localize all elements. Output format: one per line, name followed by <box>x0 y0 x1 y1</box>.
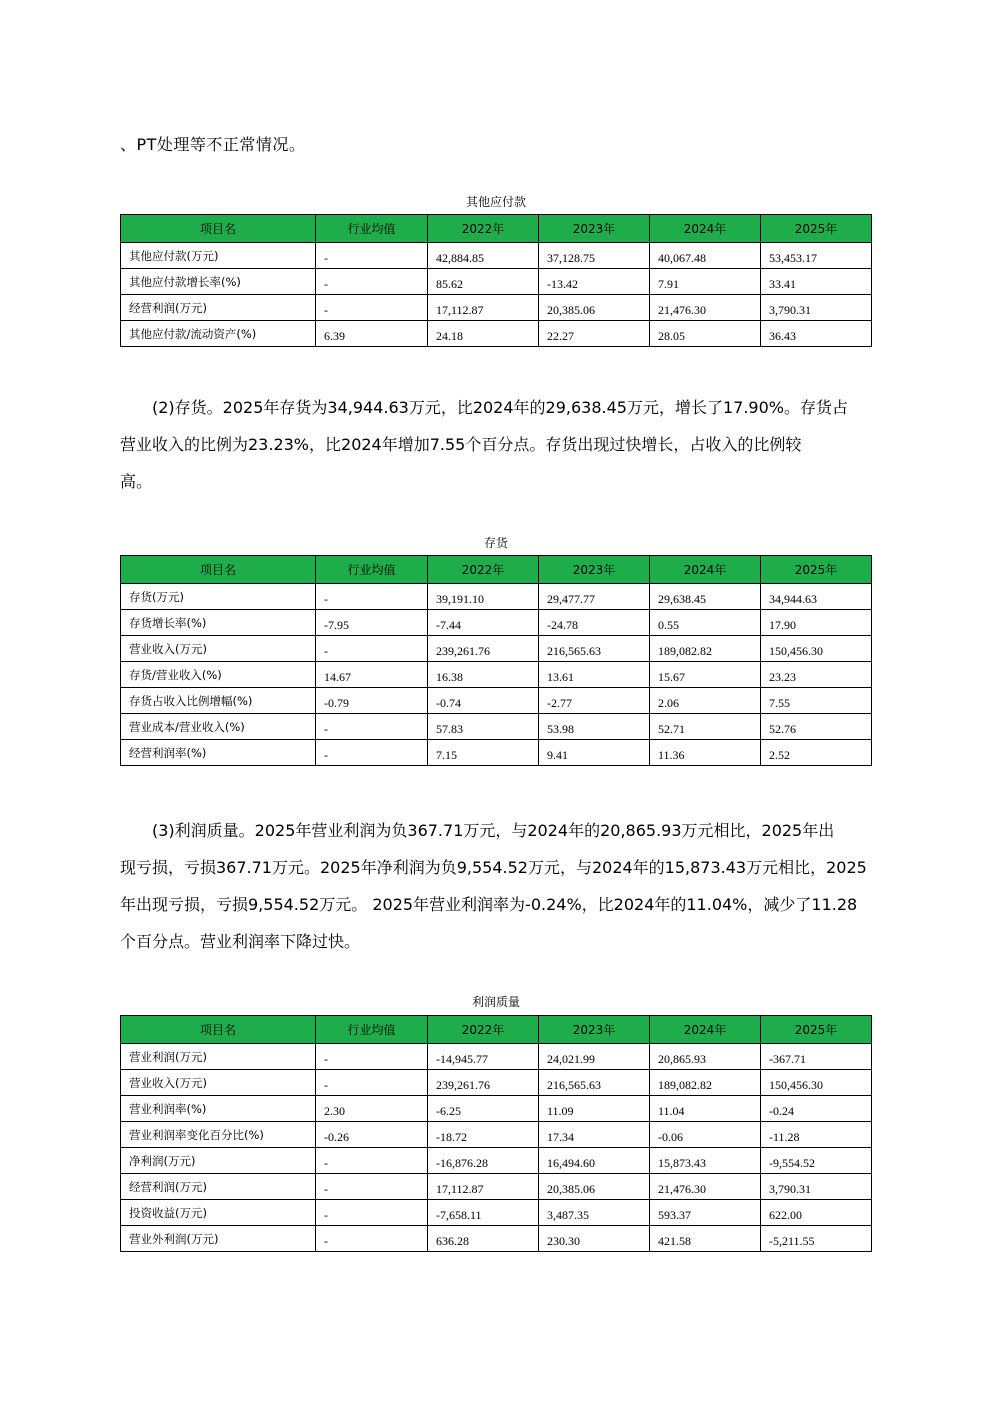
table-cell: 33.41 <box>761 269 872 295</box>
table-cell: 85.62 <box>428 269 539 295</box>
table-cell: 11.09 <box>539 1096 650 1122</box>
column-header: 行业均值 <box>316 215 428 243</box>
table-cell: -6.25 <box>428 1096 539 1122</box>
row-label: 营业利润率变化百分比(%) <box>121 1122 316 1148</box>
table-cell: 593.37 <box>650 1200 761 1226</box>
table-cell: 16,494.60 <box>539 1148 650 1174</box>
table-cell: 13.61 <box>539 662 650 688</box>
row-label: 营业利润率(%) <box>121 1096 316 1122</box>
table-row <box>121 1096 872 1122</box>
table-cell: - <box>316 1200 428 1226</box>
table-cell: -0.26 <box>316 1122 428 1148</box>
table-row <box>121 1200 872 1226</box>
table-cell: 20,385.06 <box>539 1174 650 1200</box>
column-header: 项目名 <box>121 556 316 584</box>
table-cell: -13.42 <box>539 269 650 295</box>
paragraph-line: 现亏损，亏损367.71万元。2025年净利润为负9,554.52万元，与2024年的15,873.43万元相比，2025 <box>120 858 867 877</box>
table-cell: 239,261.76 <box>428 636 539 662</box>
column-header: 2025年 <box>761 215 872 243</box>
paragraph-line: 年出现亏损，亏损9,554.52万元。 2025年营业利润率为-0.24%，比2024年的11.04%，减少了11.28 <box>120 895 858 914</box>
table-cell: -7,658.11 <box>428 1200 539 1226</box>
table-cell: 11.04 <box>650 1096 761 1122</box>
row-label: 经营利润(万元) <box>121 1174 316 1200</box>
column-header: 2022年 <box>428 556 539 584</box>
table-row <box>121 714 872 740</box>
table-header-row <box>121 215 872 243</box>
table-cell: 150,456.30 <box>761 636 872 662</box>
table-header-row <box>121 556 872 584</box>
table-cell: 421.58 <box>650 1226 761 1252</box>
column-header: 2023年 <box>539 215 650 243</box>
paragraph-line: (3)利润质量。2025年营业利润为负367.71万元，与2024年的20,865.93万元相比，2025年出 <box>120 821 835 840</box>
table-cell: 622.00 <box>761 1200 872 1226</box>
table-cell: -5,211.55 <box>761 1226 872 1252</box>
table-cell: 39,191.10 <box>428 584 539 610</box>
table-cell: - <box>316 740 428 766</box>
table-row <box>121 269 872 295</box>
table-cell: 2.52 <box>761 740 872 766</box>
paragraph-line: 营业收入的比例为23.23%，比2024年增加7.55个百分点。存货出现过快增长，占收入的比例较 <box>120 435 802 454</box>
table-title: 其他应付款 <box>465 195 526 209</box>
table-cell: -0.06 <box>650 1122 761 1148</box>
table-cell: 53.98 <box>539 714 650 740</box>
table-cell: - <box>316 295 428 321</box>
table-cell: 22.27 <box>539 321 650 347</box>
row-label: 存货(万元) <box>121 584 316 610</box>
table-cell: 24.18 <box>428 321 539 347</box>
table-cell: 40,067.48 <box>650 243 761 269</box>
column-header: 项目名 <box>121 1016 316 1044</box>
table-cell: 42,884.85 <box>428 243 539 269</box>
table-cell: -14,945.77 <box>428 1044 539 1070</box>
paragraph-line: 高。 <box>120 472 153 491</box>
column-header: 2024年 <box>650 215 761 243</box>
table-title: 存货 <box>483 536 508 550</box>
table-cell: 3,790.31 <box>761 295 872 321</box>
table-row <box>121 321 872 347</box>
table-row <box>121 243 872 269</box>
table-row <box>121 1122 872 1148</box>
table-cell: 15,873.43 <box>650 1148 761 1174</box>
table-cell: 34,944.63 <box>761 584 872 610</box>
table-cell: 239,261.76 <box>428 1070 539 1096</box>
table-cell: - <box>316 584 428 610</box>
table-cell: 24,021.99 <box>539 1044 650 1070</box>
table-cell: - <box>316 1148 428 1174</box>
table-cell: 3,487.35 <box>539 1200 650 1226</box>
row-label: 营业成本/营业收入(%) <box>121 714 316 740</box>
table-cell: 23.23 <box>761 662 872 688</box>
paragraph-line: (2)存货。2025年存货为34,944.63万元，比2024年的29,638.45万元，增长了17.90%。存货占 <box>120 398 848 417</box>
row-label: 营业收入(万元) <box>121 636 316 662</box>
table-cell: 216,565.63 <box>539 1070 650 1096</box>
table-cell: 15.67 <box>650 662 761 688</box>
table-cell: 636.28 <box>428 1226 539 1252</box>
row-label: 其他应付款(万元) <box>121 243 316 269</box>
column-header: 2023年 <box>539 556 650 584</box>
row-label: 其他应付款增长率(%) <box>121 269 316 295</box>
row-label: 营业外利润(万元) <box>121 1226 316 1252</box>
table-cell: - <box>316 269 428 295</box>
table-cell: -0.24 <box>761 1096 872 1122</box>
column-header: 行业均值 <box>316 556 428 584</box>
table-cell: 53,453.17 <box>761 243 872 269</box>
table-cell: 20,385.06 <box>539 295 650 321</box>
table-cell: 52.76 <box>761 714 872 740</box>
column-header: 2024年 <box>650 556 761 584</box>
table-cell: - <box>316 1174 428 1200</box>
table-cell: 20,865.93 <box>650 1044 761 1070</box>
table-cell: 28.05 <box>650 321 761 347</box>
table-cell: 7.55 <box>761 688 872 714</box>
table-cell: -9,554.52 <box>761 1148 872 1174</box>
row-label: 经营利润(万元) <box>121 295 316 321</box>
table-header-row <box>121 1016 872 1044</box>
table-cell: 3,790.31 <box>761 1174 872 1200</box>
column-header: 2025年 <box>761 556 872 584</box>
table-cell: -367.71 <box>761 1044 872 1070</box>
table-cell: -16,876.28 <box>428 1148 539 1174</box>
inventory-paragraph <box>120 389 872 500</box>
table-cell: 52.71 <box>650 714 761 740</box>
table-cell: 150,456.30 <box>761 1070 872 1096</box>
table-row <box>121 584 872 610</box>
table-row <box>121 1148 872 1174</box>
table-cell: 14.67 <box>316 662 428 688</box>
table-row <box>121 295 872 321</box>
table-cell: -7.95 <box>316 610 428 636</box>
table-cell: 0.55 <box>650 610 761 636</box>
column-header: 2025年 <box>761 1016 872 1044</box>
table-cell: 7.15 <box>428 740 539 766</box>
table-cell: -0.79 <box>316 688 428 714</box>
table-cell: 21,476.30 <box>650 1174 761 1200</box>
row-label: 营业收入(万元) <box>121 1070 316 1096</box>
lead-text: 、PT处理等不正常情况。 <box>120 135 306 154</box>
table-cell: -18.72 <box>428 1122 539 1148</box>
column-header: 行业均值 <box>316 1016 428 1044</box>
row-label: 存货占收入比例增幅(%) <box>121 688 316 714</box>
paragraph-line: 个百分点。营业利润率下降过快。 <box>120 932 361 951</box>
row-label: 存货增长率(%) <box>121 610 316 636</box>
table-cell: 9.41 <box>539 740 650 766</box>
row-label: 营业利润(万元) <box>121 1044 316 1070</box>
table-cell: 6.39 <box>316 321 428 347</box>
row-label: 投资收益(万元) <box>121 1200 316 1226</box>
table-cell: 17,112.87 <box>428 295 539 321</box>
table-cell: 189,082.82 <box>650 1070 761 1096</box>
table-cell: -24.78 <box>539 610 650 636</box>
profit-quality-table <box>120 1015 872 1252</box>
row-label: 经营利润率(%) <box>121 740 316 766</box>
column-header: 2022年 <box>428 215 539 243</box>
table-cell: 216,565.63 <box>539 636 650 662</box>
table-cell: 16.38 <box>428 662 539 688</box>
table-row <box>121 636 872 662</box>
table-row <box>121 1226 872 1252</box>
table-cell: 29,638.45 <box>650 584 761 610</box>
table-cell: 17,112.87 <box>428 1174 539 1200</box>
table-row <box>121 740 872 766</box>
table-cell: - <box>316 714 428 740</box>
table-cell: -2.77 <box>539 688 650 714</box>
table-cell: 57.83 <box>428 714 539 740</box>
table-row <box>121 1070 872 1096</box>
table-cell: -0.74 <box>428 688 539 714</box>
table-cell: - <box>316 1226 428 1252</box>
table-cell: 37,128.75 <box>539 243 650 269</box>
table-cell: 230.30 <box>539 1226 650 1252</box>
table-cell: - <box>316 1070 428 1096</box>
profit-quality-paragraph <box>120 812 872 960</box>
table-row <box>121 1174 872 1200</box>
table-cell: - <box>316 1044 428 1070</box>
table-cell: 17.90 <box>761 610 872 636</box>
table-cell: -7.44 <box>428 610 539 636</box>
table-row <box>121 610 872 636</box>
table-cell: 21,476.30 <box>650 295 761 321</box>
column-header: 2023年 <box>539 1016 650 1044</box>
inventory-table <box>120 555 872 766</box>
table-cell: 17.34 <box>539 1122 650 1148</box>
column-header: 2024年 <box>650 1016 761 1044</box>
table-cell: - <box>316 636 428 662</box>
table-cell: 2.06 <box>650 688 761 714</box>
row-label: 存货/营业收入(%) <box>121 662 316 688</box>
table-cell: -11.28 <box>761 1122 872 1148</box>
table-cell: 29,477.77 <box>539 584 650 610</box>
table-cell: - <box>316 243 428 269</box>
table-cell: 2.30 <box>316 1096 428 1122</box>
column-header: 2022年 <box>428 1016 539 1044</box>
row-label: 其他应付款/流动资产(%) <box>121 321 316 347</box>
column-header: 项目名 <box>121 215 316 243</box>
table-cell: 36.43 <box>761 321 872 347</box>
other-payables-table <box>120 214 872 347</box>
table-cell: 11.36 <box>650 740 761 766</box>
table-row <box>121 662 872 688</box>
table-row <box>121 688 872 714</box>
table-title: 利润质量 <box>471 995 520 1009</box>
table-cell: 189,082.82 <box>650 636 761 662</box>
table-cell: 7.91 <box>650 269 761 295</box>
table-row <box>121 1044 872 1070</box>
row-label: 净利润(万元) <box>121 1148 316 1174</box>
